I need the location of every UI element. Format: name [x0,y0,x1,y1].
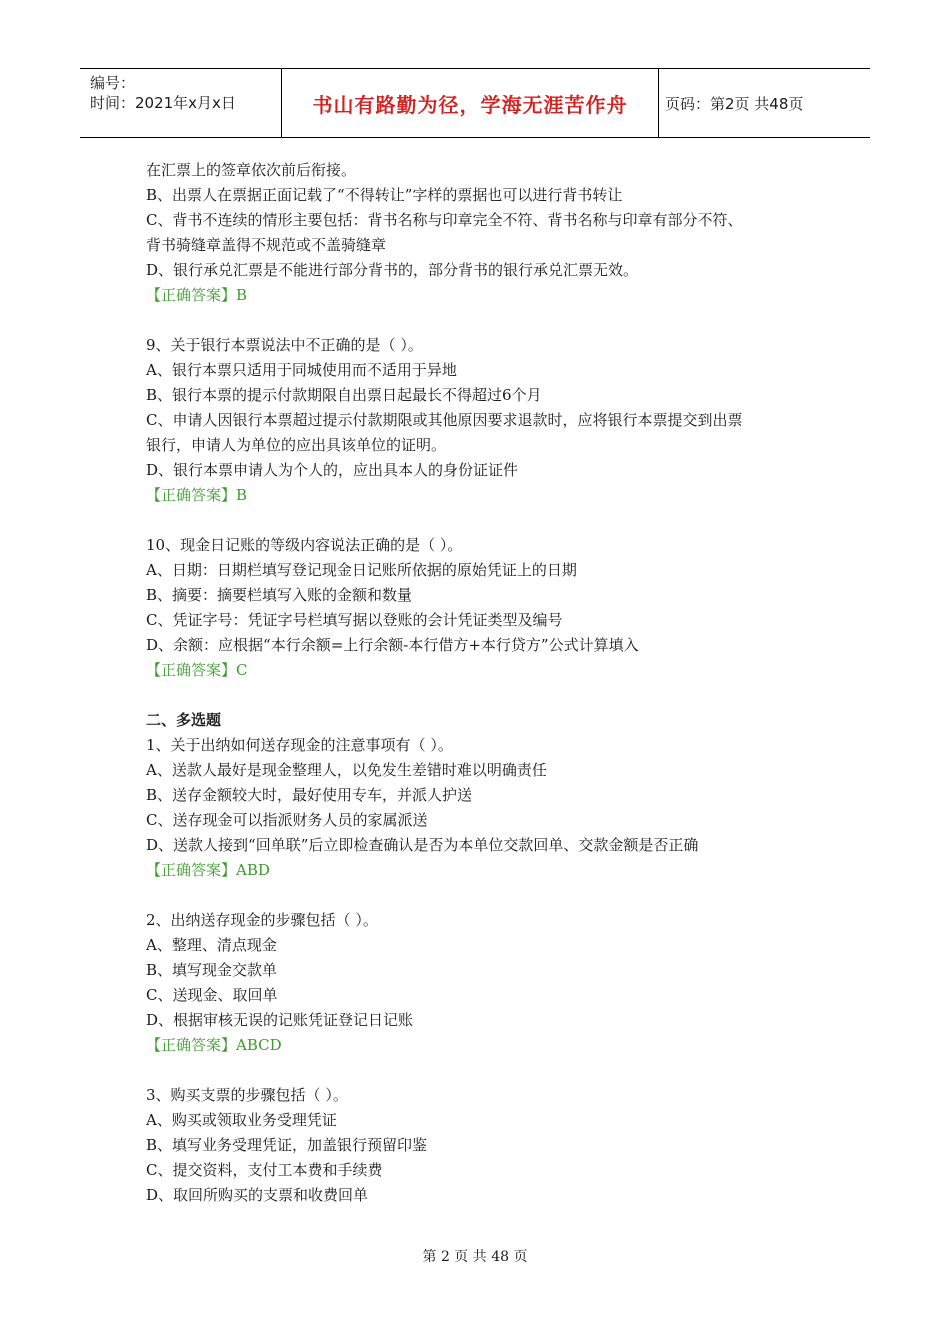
text-line: A、日期：日期栏填写登记现金日记账所依据的原始凭证上的日期 [146,561,577,579]
text-line: C、申请人因银行本票超过提示付款期限或其他原因要求退款时，应将银行本票提交到出票 [146,411,743,429]
blank-line [146,683,826,708]
text-line: 2、出纳送存现金的步骤包括（ ）。 [146,911,378,929]
text-line: 3、购买支票的步骤包括（ ）。 [146,1086,348,1104]
correct-answer: 【正确答案】ABD [146,861,270,879]
correct-answer: 【正确答案】ABCD [146,1036,282,1054]
blank-line [146,308,826,333]
text-line: D、余额：应根据“本行余额=上行余额-本行借方+本行贷方”公式计算填入 [146,636,639,654]
text-line: C、提交资料，支付工本费和手续费 [146,1161,383,1179]
correct-answer: 【正确答案】C [146,661,248,679]
text-line: D、银行本票申请人为个人的，应出具本人的身份证证件 [146,461,519,479]
section-heading: 二、多选题 [146,711,222,729]
text-line: D、银行承兑汇票是不能进行部分背书的，部分背书的银行承兑汇票无效。 [146,261,639,279]
text-line: D、送款人接到“回单联”后立即检查确认是否为本单位交款回单、交款金额是否正确 [146,836,699,854]
text-line: C、凭证字号：凭证字号栏填写据以登账的会计凭证类型及编号 [146,611,563,629]
text-line: B、填写业务受理凭证，加盖银行预留印鉴 [146,1136,428,1154]
header-motto: 书山有路勤为径，学海无涯苦作舟 [282,69,659,137]
text-line: B、出票人在票据正面记载了“不得转让”字样的票据也可以进行背书转让 [146,186,623,204]
correct-answer: 【正确答案】B [146,486,248,504]
header-meta [80,69,282,137]
text-line: A、银行本票只适用于同城使用而不适用于异地 [146,361,457,379]
text-line: A、送款人最好是现金整理人，以免发生差错时难以明确责任 [146,761,547,779]
text-line: B、送存金额较大时，最好使用专车，并派人护送 [146,786,473,804]
document-body [146,158,826,1208]
blank-line [146,508,826,533]
correct-answer: 【正确答案】B [146,286,248,304]
text-line: B、填写现金交款单 [146,961,278,979]
blank-line [146,883,826,908]
text-line: C、背书不连续的情形主要包括：背书名称与印章完全不符、背书名称与印章有部分不符、 [146,211,743,229]
text-line: 银行，申请人为单位的应出具该单位的证明。 [146,436,447,454]
text-line: 背书骑缝章盖得不规范或不盖骑缝章 [146,236,387,254]
document-number-label: 编号： [90,74,136,92]
text-line: A、购买或领取业务受理凭证 [146,1111,337,1129]
text-line: 10、现金日记账的等级内容说法正确的是（ ）。 [146,536,463,554]
text-line: B、摘要：摘要栏填写入账的金额和数量 [146,586,413,604]
page-header [80,68,870,138]
text-line: A、整理、清点现金 [146,936,277,954]
header-page-number: 页码：第2页 共48页 [665,94,804,113]
blank-line [146,1058,826,1083]
text-line: D、取回所购买的支票和收费回单 [146,1186,369,1204]
text-line: C、送现金、取回单 [146,986,278,1004]
text-line: D、根据审核无误的记账凭证登记日记账 [146,1011,414,1029]
text-line: 9、关于银行本票说法中不正确的是（ ）。 [146,336,423,354]
text-line: C、送存现金可以指派财务人员的家属派送 [146,811,428,829]
text-line: B、银行本票的提示付款期限自出票日起最长不得超过6个月 [146,386,542,404]
text-line: 在汇票上的签章依次前后衔接。 [146,161,357,179]
text-line: 1、关于出纳如何送存现金的注意事项有（ ）。 [146,736,453,754]
document-date-label: 时间：2021年x月x日 [90,94,236,112]
page-footer: 第 2 页 共 48 页 [422,1249,528,1265]
